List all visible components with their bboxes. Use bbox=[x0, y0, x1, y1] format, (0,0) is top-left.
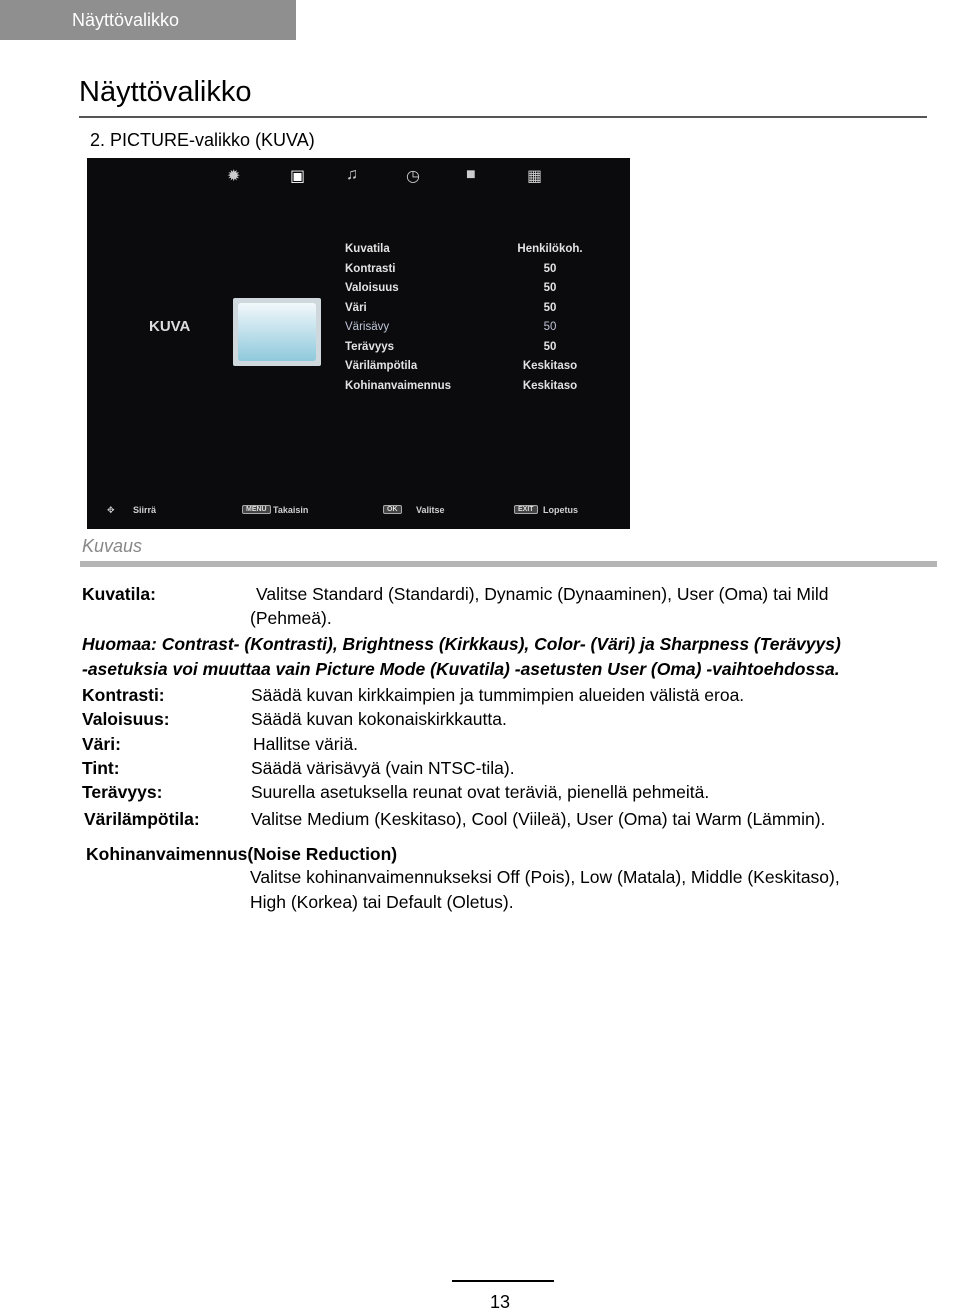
hint-exit: Lopetus bbox=[543, 505, 578, 515]
settings-icon: ✹ bbox=[227, 168, 241, 185]
tv-menu-label: KUVA bbox=[149, 318, 191, 335]
item-label-varilampotila: Värilämpötila: bbox=[84, 809, 200, 829]
row-value: 50 bbox=[543, 282, 557, 294]
move-arrows-icon: ✥ bbox=[107, 505, 115, 515]
item-text-teravyys: Suurella asetuksella reunat ovat teräviä, pienellä pehmeitä. bbox=[251, 782, 710, 802]
row-value: Keskitaso bbox=[522, 360, 578, 372]
row-value: Henkilökoh. bbox=[517, 243, 583, 255]
tv-menu-icon-bar bbox=[87, 166, 630, 196]
kuvatila-text: Valitse Standard (Standardi), Dynamic (Dynaaminen), User (Oma) tai Mild bbox=[256, 584, 829, 604]
note-line-2: -asetuksia voi muuttaa vain Picture Mode (Kuvatila) -asetusten User (Oma) -vaihtoehdossa. bbox=[82, 659, 840, 679]
music-icon: ♫ bbox=[346, 166, 358, 183]
tv-menu-row-kohinanvaimennus[interactable] bbox=[345, 380, 595, 400]
row-value: 50 bbox=[543, 321, 557, 333]
tv-menu-row-varilampotila[interactable] bbox=[345, 360, 595, 380]
item-text-valoisuus: Säädä kuvan kokonaiskirkkautta. bbox=[251, 709, 507, 729]
hint-move: Siirrä bbox=[133, 505, 157, 515]
page-number: 13 bbox=[490, 1292, 511, 1312]
monitor-icon: ▣ bbox=[290, 168, 306, 185]
row-label: Valoisuus bbox=[345, 282, 399, 294]
noise-reduction-text-2: High (Korkea) tai Default (Oletus). bbox=[250, 892, 514, 912]
exit-key-icon: EXIT bbox=[514, 505, 538, 514]
item-text-kontrasti: Säädä kuvan kirkkaimpien ja tummimpien alueiden välistä eroa. bbox=[251, 685, 745, 705]
tv-hint-bar bbox=[87, 505, 630, 521]
row-label: Kontrasti bbox=[345, 262, 396, 275]
item-label-teravyys: Terävyys: bbox=[82, 782, 163, 802]
item-label-tint: Tint: bbox=[82, 758, 120, 778]
noise-reduction-label: Kohinanvaimennus(Noise Reduction) bbox=[86, 844, 398, 864]
ok-key-icon: OK bbox=[383, 505, 402, 514]
item-text-varilampotila: Valitse Medium (Keskitaso), Cool (Viileä), User (Oma) tai Warm (Lämmin). bbox=[251, 809, 826, 829]
noise-reduction-text-1: Valitse kohinanvaimennukseksi Off (Pois), Low (Matala), Middle (Keskitaso), bbox=[250, 867, 840, 887]
item-text-vari: Hallitse väriä. bbox=[253, 734, 359, 754]
row-value: 50 bbox=[543, 262, 557, 275]
row-label: Värilämpötila bbox=[345, 360, 418, 372]
timer-icon: ◷ bbox=[406, 168, 420, 185]
tv-menu-screenshot bbox=[87, 158, 630, 529]
row-value: 50 bbox=[543, 340, 557, 353]
tv-menu-row-kuvatila[interactable] bbox=[345, 243, 595, 263]
row-value: 50 bbox=[543, 301, 557, 314]
hint-back: Takaisin bbox=[273, 505, 309, 515]
header-tab: Näyttövalikko bbox=[0, 0, 296, 40]
footer-divider bbox=[452, 1280, 554, 1282]
note-line-1: Huomaa: Contrast- (Kontrasti), Brightness (Kirkkaus), Color- (Väri) ja Sharpness (Terävyys) bbox=[82, 634, 841, 654]
grid-icon: ▦ bbox=[527, 168, 543, 185]
row-value: Keskitaso bbox=[522, 379, 578, 392]
title-divider bbox=[79, 116, 927, 118]
row-label: Terävyys bbox=[345, 340, 395, 353]
picture-preview-icon bbox=[233, 298, 321, 366]
row-label: Kuvatila bbox=[345, 243, 390, 255]
row-label: Värisävy bbox=[345, 321, 390, 333]
menu-key-icon: MENU bbox=[242, 505, 271, 514]
hint-select: Valitse bbox=[416, 505, 445, 515]
tv-menu-row-vari[interactable] bbox=[345, 302, 595, 322]
item-text-tint: Säädä värisävyä (vain NTSC-tila). bbox=[251, 758, 515, 778]
tv-menu-row-kontrasti[interactable] bbox=[345, 263, 595, 283]
row-label: Kohinanvaimennus bbox=[345, 379, 452, 392]
tv-menu-row-teravyys[interactable] bbox=[345, 341, 595, 361]
row-label: Väri bbox=[345, 301, 367, 314]
description-divider bbox=[80, 561, 937, 567]
kuvatila-label: Kuvatila: bbox=[82, 584, 156, 604]
item-label-valoisuus: Valoisuus: bbox=[82, 709, 170, 729]
section-title: 2. PICTURE-valikko (KUVA) bbox=[90, 130, 315, 150]
item-label-kontrasti: Kontrasti: bbox=[82, 685, 165, 705]
tv-menu-row-valoisuus[interactable] bbox=[345, 282, 595, 302]
tv-menu-rows bbox=[345, 243, 595, 399]
tv-menu-row-varisavy[interactable] bbox=[345, 321, 595, 341]
lock-icon: ■ bbox=[466, 166, 476, 183]
description-heading: Kuvaus bbox=[82, 536, 143, 556]
page-title: Näyttövalikko bbox=[79, 76, 252, 108]
kuvatila-text-cont: (Pehmeä). bbox=[250, 608, 332, 628]
item-label-vari: Väri: bbox=[82, 734, 121, 754]
